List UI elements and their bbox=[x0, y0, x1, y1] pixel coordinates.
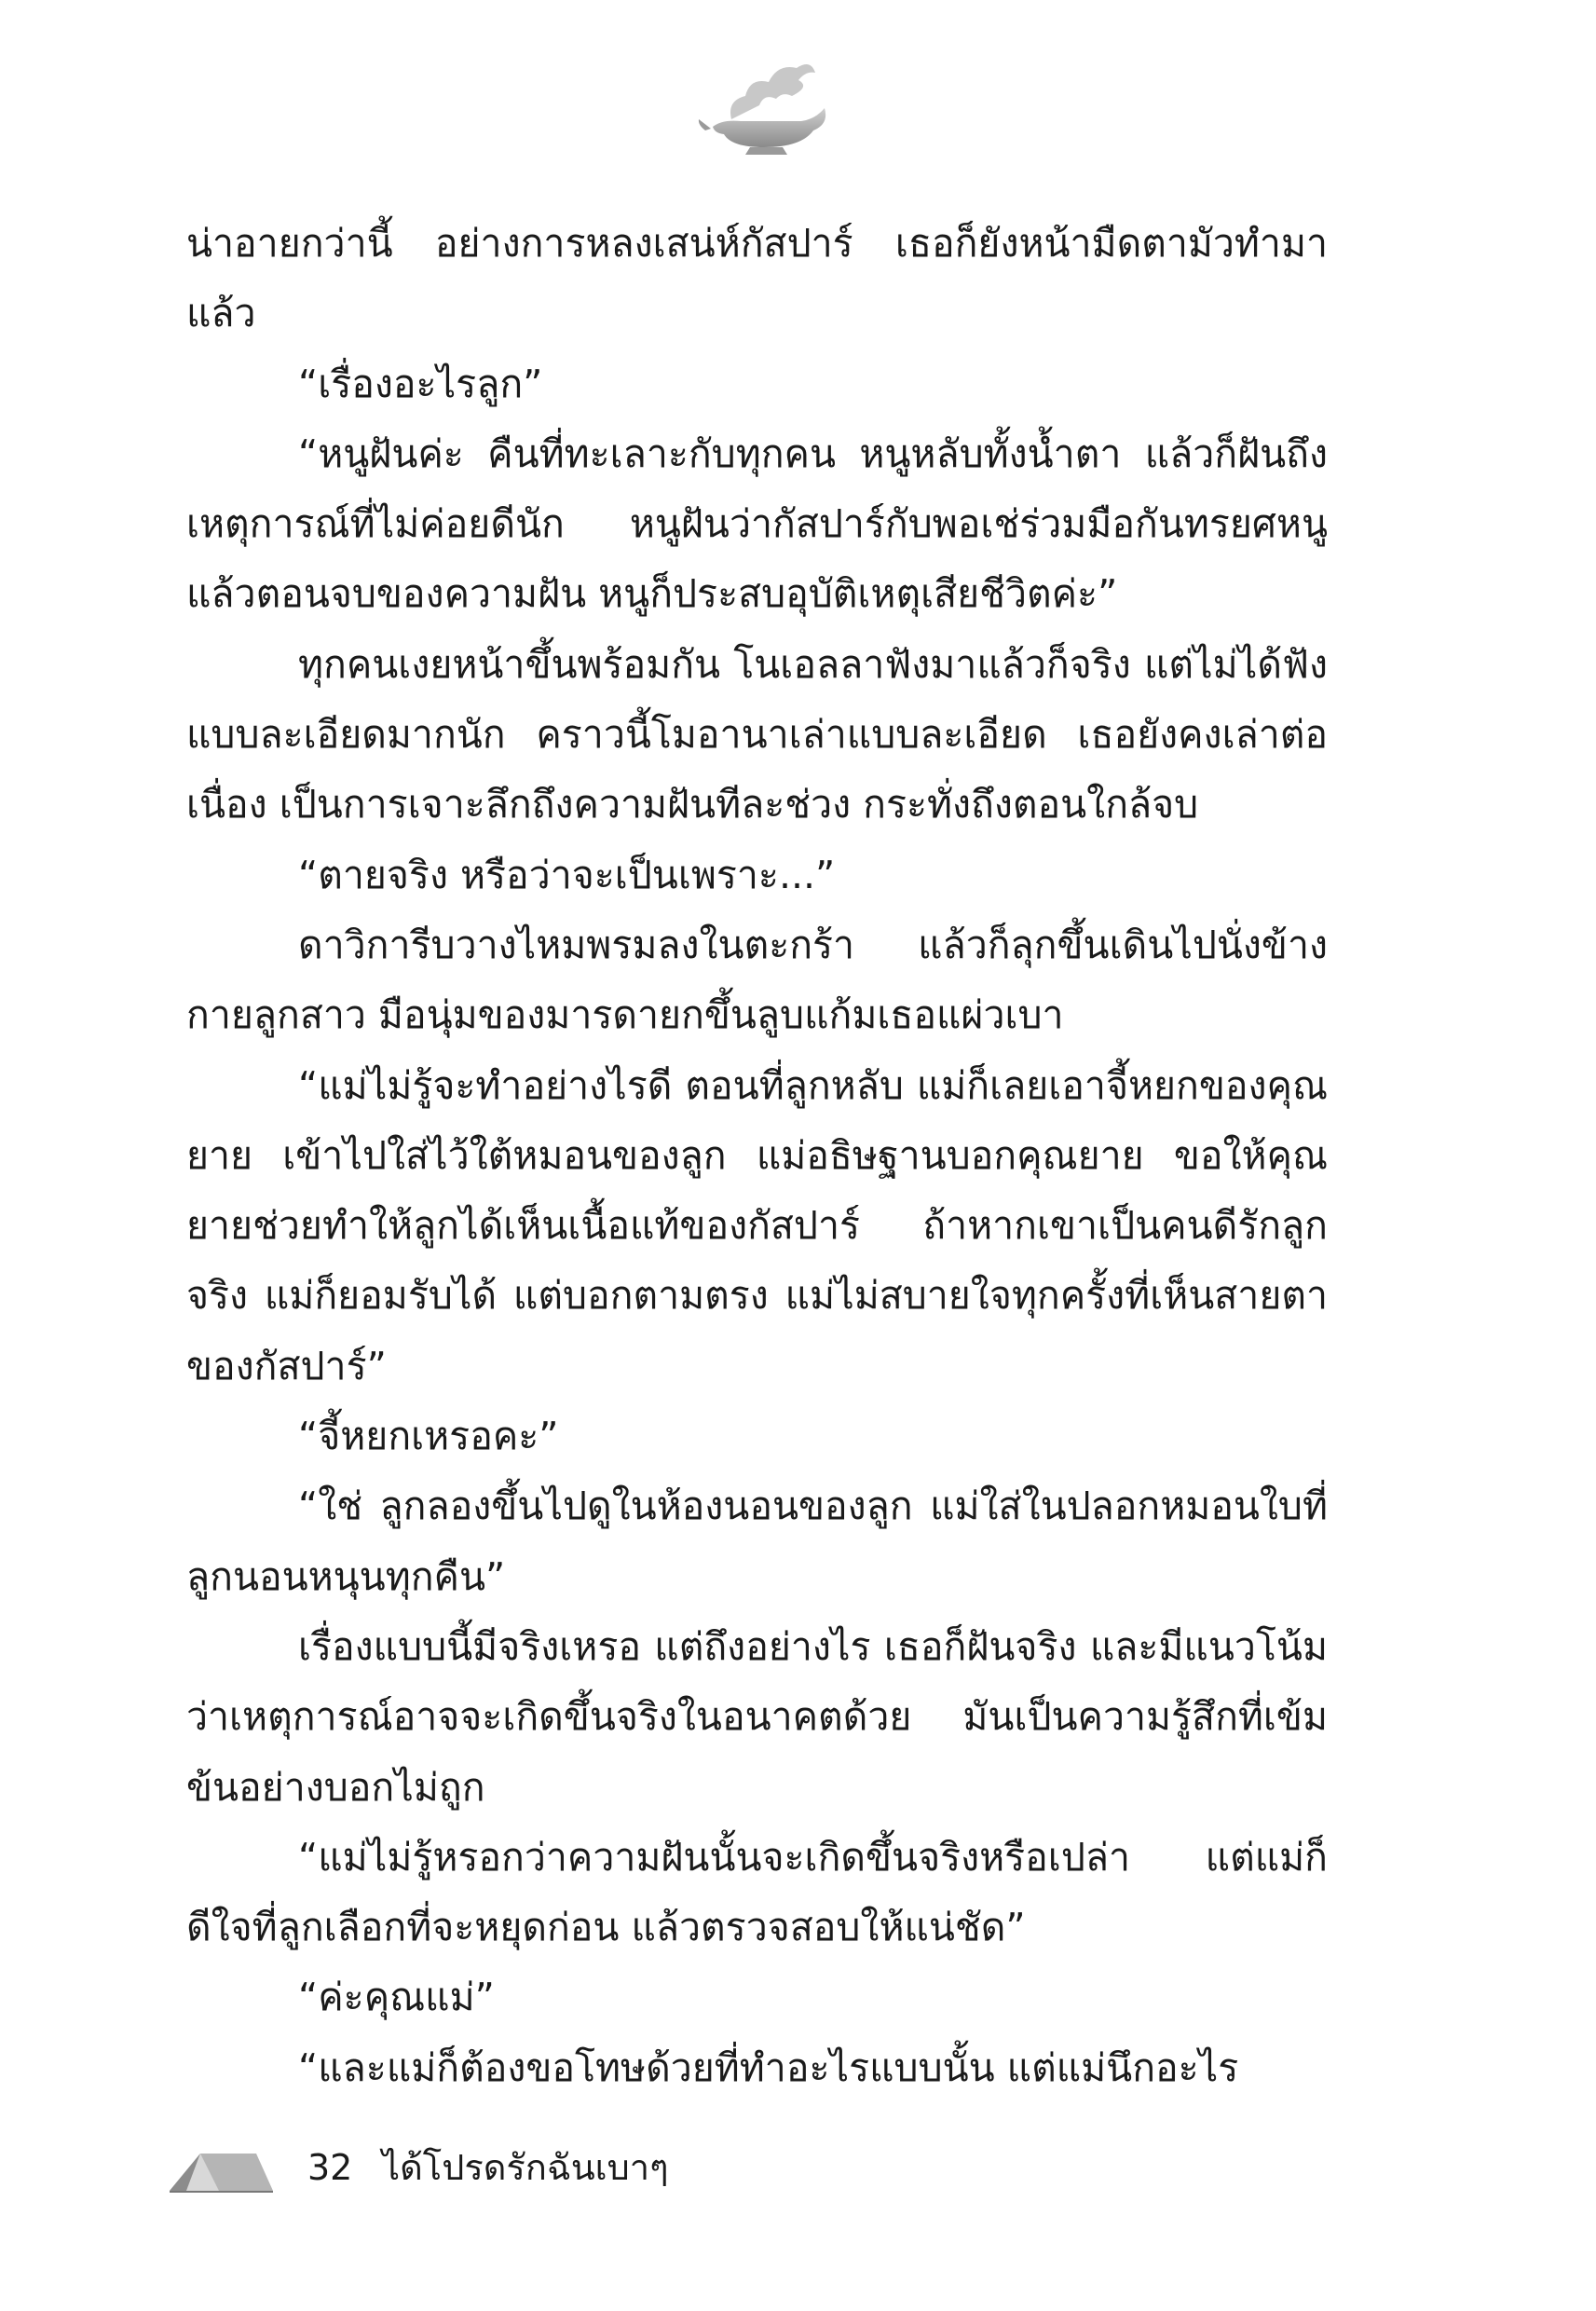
paragraph: น่าอายกว่านี้ อย่างการหลงเสน่ห์กัสปาร์ เธอก็ยังหน้ามืดตามัวทำมาแล้ว bbox=[186, 221, 1328, 336]
paragraph: “และแม่ก็ต้องขอโทษด้วยที่ทำอะไรแบบนั้น แต่แม่นึกอะไร bbox=[298, 2044, 1239, 2090]
paragraph: “หนูฝันค่ะ คืนที่ทะเลาะกับทุกคน หนูหลับทั้งน้ำตา แล้วก็ฝันถึงเหตุการณ์ที่ไม่ค่อยดีนัก หนูฝันว่ากัสปาร์กับพอเช่ร่วมมือกันทรยศหนู แล้วตอนจบของความฝัน หนูก็ประสบอุบัติเหตุเสียชีวิตค่ะ” bbox=[186, 431, 1328, 617]
genie-lamp-icon bbox=[694, 54, 834, 157]
paragraph: “แม่ไม่รู้หรอกว่าความฝันนั้นจะเกิดขึ้นจริงหรือเปล่า แต่แม่ก็ดีใจที่ลูกเลือกที่จะหยุดก่อน แล้วตรวจสอบให้แน่ชัด” bbox=[186, 1834, 1328, 1950]
paragraph: “จี้หยกเหรอคะ” bbox=[298, 1414, 559, 1459]
paragraph: “เรื่องอะไรลูก” bbox=[298, 361, 543, 406]
page-footer bbox=[168, 2139, 820, 2204]
paragraph: “ใช่ ลูกลองขึ้นไปดูในห้องนอนของลูก แม่ใส่ในปลอกหมอนใบที่ลูกนอนหนุนทุกคืน” bbox=[186, 1484, 1328, 1599]
paragraph: ทุกคนเงยหน้าขึ้นพร้อมกัน โนเอลลาฟังมาแล้วก็จริง แต่ไม่ได้ฟังแบบละเอียดมากนัก คราวนี้โมอานาเล่าแบบละเอียด เธอยังคงเล่าต่อเนื่อง เป็นการเจาะลึกถึงความฝันทีละช่วง กระทั่งถึงตอนใกล้จบ bbox=[186, 641, 1328, 827]
paragraph: “แม่ไม่รู้จะทำอย่างไรดี ตอนที่ลูกหลับ แม่ก็เลยเอาจี้หยกของคุณยาย เข้าไปใส่ไว้ใต้หมอนของลูก แม่อธิษฐานบอกคุณยาย ขอให้คุณยายช่วยทำให้ลูกได้เห็นเนื้อแท้ของกัสปาร์ ถ้าหากเขาเป็นคนดีรักลูกจริง แม่ก็ยอมรับได้ แต่บอกตามตรง แม่ไม่สบายใจทุกครั้งที่เห็นสายตาของกัสปาร์” bbox=[186, 1062, 1328, 1388]
paragraph: “ตายจริง หรือว่าจะเป็นเพราะ...” bbox=[298, 852, 836, 897]
paragraph: ดาวิการีบวางไหมพรมลงในตะกร้า แล้วก็ลุกขึ้นเดินไปนั่งข้างกายลูกสาว มือนุ่มของมารดายกขึ้นลูบแก้มเธอแผ่วเบา bbox=[186, 922, 1328, 1038]
paragraph: “ค่ะคุณแม่” bbox=[298, 1975, 495, 2020]
paragraph: เรื่องแบบนี้มีจริงเหรอ แต่ถึงอย่างไร เธอก็ฝันจริง และมีแนวโน้มว่าเหตุการณ์อาจจะเกิดขึ้นจริงในอนาคตด้วย มันเป็นความรู้สึกที่เข้มข้นอย่างบอกไม่ถูก bbox=[186, 1623, 1328, 1810]
page-body-text bbox=[186, 209, 1328, 2103]
page-number: 32 bbox=[307, 2147, 353, 2188]
book-title: ได้โปรดรักฉันเบาๆ bbox=[382, 2147, 669, 2188]
tent-icon bbox=[168, 2148, 275, 2195]
